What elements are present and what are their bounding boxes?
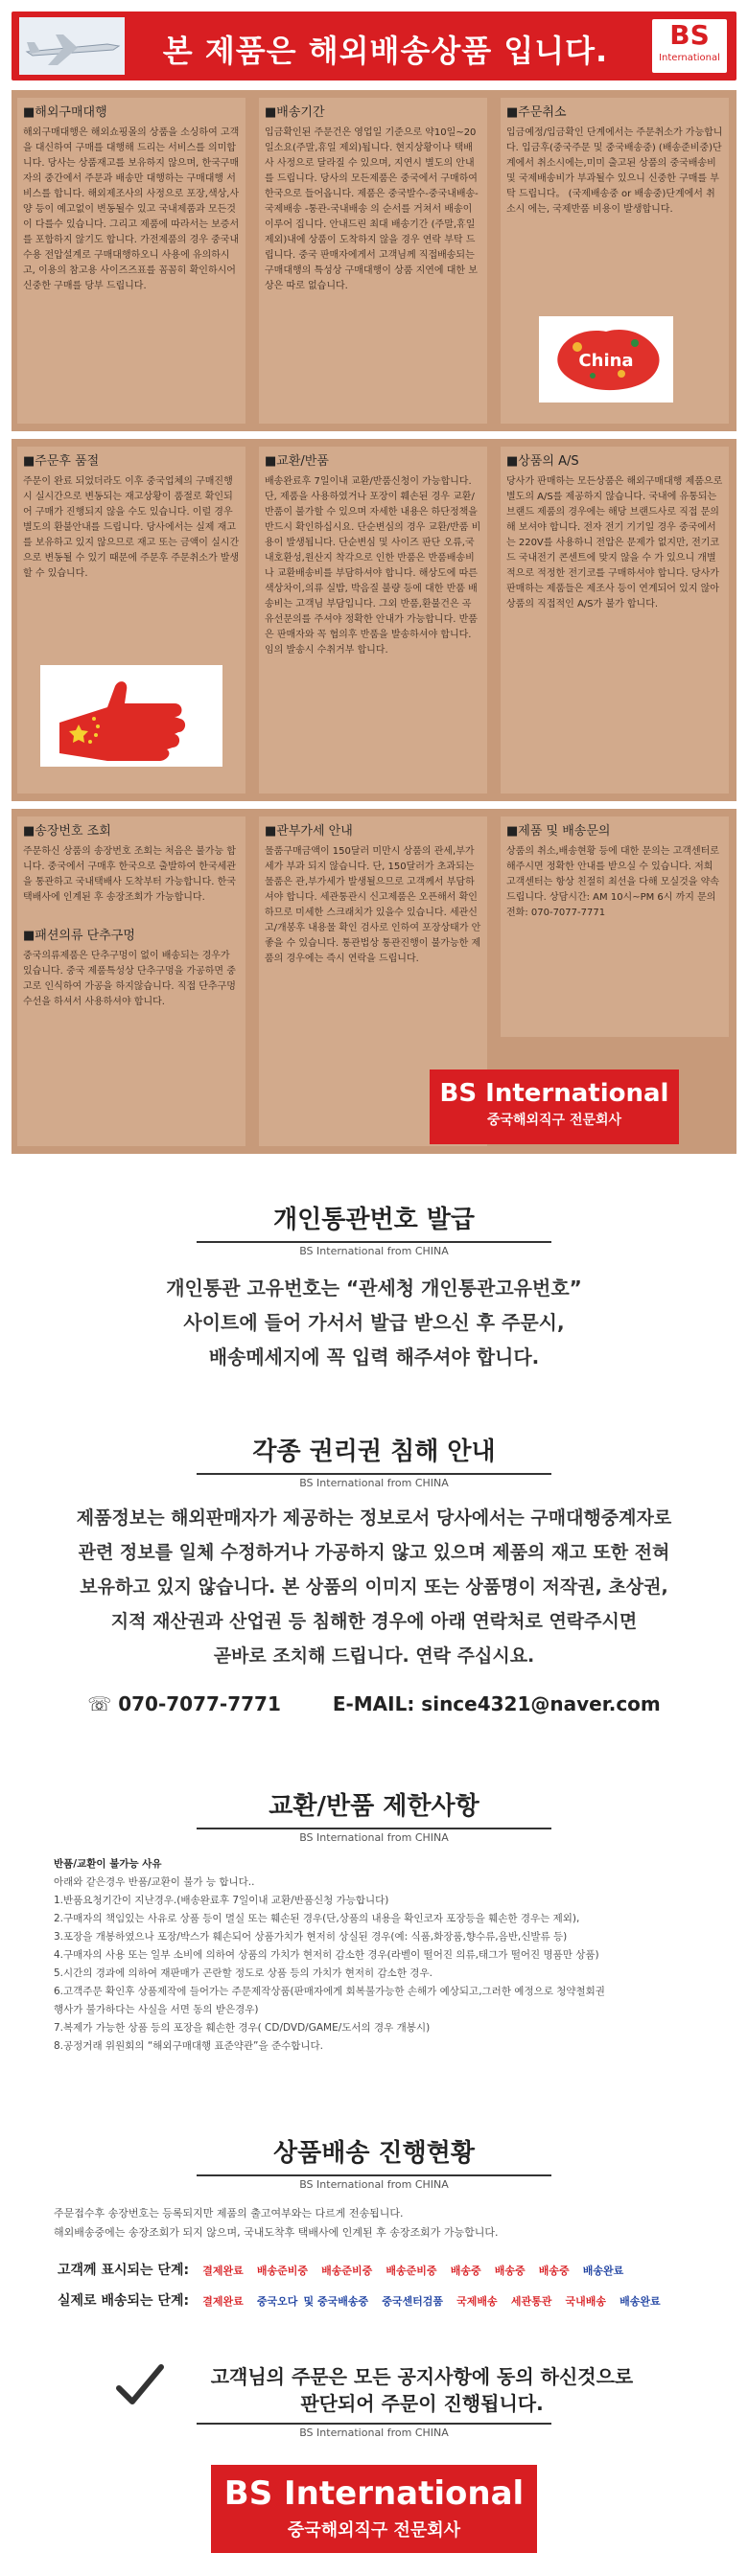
rule-item: 6.고객주문 확인후 상품제작에 들어가는 주문제작상품(판매자에게 회복불가능한 손해가 예상되고,그러한 예정으로 청약철회권 [54,1986,605,1997]
logo-main: BS International [223,2474,525,2513]
top-banner [12,12,736,80]
step: 배송중 [538,2265,570,2277]
overseas-purchase-section [17,98,245,424]
step: 배송완료 [619,2295,661,2308]
step: 및 중국배송중 [303,2295,369,2308]
info-panel-1 [12,90,736,431]
notice-line: 판단되어 주문이 진행됩니다. [300,2392,544,2415]
order-cancel-section [501,98,729,424]
checkmark-icon [111,2358,169,2415]
step: 배송준비중 [321,2265,373,2277]
divider [197,2423,551,2425]
section-subtitle: BS International from CHINA [299,1245,449,1257]
section-heading: ■배송기간 [265,105,325,120]
rule-item: 8.공정거래 위원회의 “해외구매대행 표준약관”을 준수합니다. [54,2040,324,2052]
bs-logo-sub: International [659,53,720,63]
text-line: 사이트에 들어 가서서 발급 받으신 후 주문시, [183,1311,565,1334]
text-line: 관련 정보를 일체 수정하거나 가공하지 않고 있으며 제품의 재고 또한 전혀 [78,1542,670,1563]
info-panel-3 [12,809,736,1154]
section-heading: ■주문후 품절 [23,454,100,469]
rule-item: 7.복제가 가능한 상품 등의 포장을 훼손한 경우( CD/DVD/GAME/도서의 경우 개봉시) [54,2022,431,2034]
contact-line [0,1692,748,1715]
step: 배송준비중 [386,2265,437,2277]
section-title: 교환/반품 제한사항 [269,1792,479,1821]
step: 중국센터검품 [382,2295,444,2308]
text-line: 보유하고 있지 않습니다. 본 상품의 이미지 또는 상품명이 저작권, 초상권, [80,1576,668,1598]
email-text: E-MAIL: since4321@naver.com [332,1692,661,1715]
section-heading: ■제품 및 배송문의 [506,824,611,839]
text-line: 배송메세지에 꼭 입력 해주셔야 합니다. [208,1346,540,1368]
phone-text: ☏ 070-7077-7771 [87,1692,281,1715]
divider [197,2174,551,2176]
china-map-label: China [578,351,634,371]
notice-text [182,2363,662,2417]
actual-steps-row [58,2290,710,2310]
banner-title: 본 제품은 해외배송상품 입니다. [162,33,609,69]
text-line: 제품정보는 해외판매자가 제공하는 정보로서 당사에서는 구매대행중계자로 [76,1507,672,1529]
china-map-image [539,316,673,402]
desc-line: 주문접수후 송장번호는 등록되지만 제품의 출고여부와는 다르게 전송됩니다. [54,2207,404,2220]
step: 배송중 [450,2265,481,2277]
section-body: 입금확인된 주문건은 영업일 기준으로 약10일~20일소요(주말,휴일 제외)됩니다. 현지상황이나 택배사 사정으로 달라질 수 있으며, 지연시 별도의 안내를 드립니다. 당사의 모든제품은 중국에서 구매하여 한국으로 들어옵니다. 제품은 중국발수-중국내배송-국제배송 -통관-국내배송 의 순서를 거쳐서 배송이 이루어 집니다. 안내드린 최대 배송기간 (주말,휴일 제외)내에 상품이 도착하지 않을 경우 연락 부탁 드립니다. 중국 판매자에게서 고객님께 직접배송되는 구매대행의 특성상 구매대행이 상품 지연에 대한 보상은 따로 없습니다. [265,127,479,291]
return-limits-heading [0,1786,748,1844]
soldout-section [17,447,245,794]
product-as-section [501,447,729,794]
customs-id-heading [0,1200,748,1257]
inquiry-section [501,816,729,1037]
rule-item: 2.구매자의 책임있는 사유로 상품 등이 멸실 또는 훼손된 경우(단,상품의 내용을 확인코자 포장등을 훼손한 경우는 제외), [54,1913,580,1924]
delivery-period-section [259,98,487,424]
section-title: 개인통관번호 발급 [273,1206,475,1234]
notice-subtitle-wrap [0,2423,748,2439]
step: 국내배송 [565,2295,606,2308]
bottom-brand-logo [211,2465,537,2553]
customer-steps-row [58,2260,710,2279]
exchange-return-section [259,447,487,794]
section-title: 각종 권리권 침해 안내 [252,1438,496,1466]
section-subtitle: BS International from CHINA [299,1831,449,1844]
bs-logo-main: BS [669,19,710,51]
rules-intro: 아래와 같은경우 반품/교환이 불가 능 합니다.. [54,1876,255,1888]
rights-heading [0,1432,748,1489]
step: 중국오다 [256,2295,298,2308]
rights-text [38,1501,710,1673]
section-heading: ■해외구매대행 [23,105,107,120]
section-heading: ■상품의 A/S [506,454,579,469]
desc-line: 해외배송중에는 송장조회가 되지 않으며, 국내도착후 택배사에 인계된 후 송장조회가 가능합니다. [54,2226,499,2239]
section-body: 물품구매금액이 150달러 미만시 상품의 관세,부가세가 부과 되지 않습니다. 단, 150달러가 초과되는 물품은 관,부가세가 발생될으므로 고객께서 부담하셔야 합니다. 세관통관시 신고제품은 오픈해서 확인하므로 미세한 스크래치가 있을수 있습니다. 세관신고/개봉후 내용물 확인 검사로 인하여 포장상태가 안좋을 수 있습니다. 통관법상 통관진행이 불가능한 제품의 경우에는 즉시 연락을 드립니다. [265,846,481,964]
info-panel-2 [12,439,736,801]
customs-id-text [38,1271,710,1374]
logo-main: BS International [439,1079,669,1108]
rules-lead: 반품/교환이 불가능 사유 [54,1858,162,1870]
divider [197,1828,551,1829]
step: 결제완료 [202,2295,244,2308]
rule-item: 5.시간의 경과에 의하여 재판매가 곤란할 정도로 상품 등의 가치가 현저히 감소한 경우. [54,1967,432,1979]
step: 배송중 [494,2265,526,2277]
logo-sub: 중국해외직구 전문회사 [486,1113,622,1128]
bs-international-logo [430,1070,679,1144]
section-body: 주문하신 상품의 송장번호 조회는 처음은 불가능 합니다. 중국에서 구매후 한국으로 출발하여 한국세관을 통관하고 국내택배사 도착부터 가능합니다. 한국택배사에 인계된 후 송장조회가 가능합니다. [23,846,236,903]
agreement-notice [0,2358,748,2426]
notice-line: 고객님의 주문은 모든 공지사항에 동의 하신것으로 [210,2365,634,2388]
section-body: 당사가 판매하는 모든상품은 해외구매대행 제품으로 별도의 A/S를 제공하지 않습니다. 국내에 유통되는 브랜드 제품의 경우에는 해당 브랜드사로 직접 문의해 보셔야 합니다. 전자 전기 기기일 경우 중국에서는 220V를 사용하니 전압은 문제가 없지만, 전기코드 국내전기 콘센트에 맞지 않을 수 가 있으니 개별적으로 적정한 전기코를 구매하셔야 합니다. 당사가 판매하는 제품들은 제조사 등이 연계되어 있지 않아 상품의 직접적인 A/S가 불가 합니다. [506,476,723,610]
section-heading: ■송장번호 조회 [23,824,111,839]
section-title: 상품배송 진행현황 [273,2139,475,2168]
text-line: 곧바로 조치해 드립니다. 연락 주십시요. [213,1645,535,1667]
section-subtitle: BS International from CHINA [299,1477,449,1489]
section-subtitle: BS International from CHINA [299,2178,449,2191]
airplane-icon [19,17,125,75]
divider [197,1473,551,1475]
section-body: 배송완료후 7일이내 교환/반품신청이 가능합니다. 단, 제품을 사용하였거나 포장이 훼손된 경우 교환/반품이 불가할 수 있으며 자세한 내용은 하단정책을 반드시 확인하십시요. 단순변심의 경우 교환/반품 비용이 발생됩니다. 단순변심 및 사이즈 판단 오류,국내호환성,원산지 착각으로 인한 반품은 반품배송비 나 교환배송비를 부담하셔야 합니다. 해상도에 따른 색상차이,의류 실밥, 박음질 불량 등에 대한 반품 배송비는 고객님 부담입니다. 그외 반품,환불건은 곡 유선문의를 주셔야 정확한 안내가 가능합니다. 반품은 판매자와 꼭 협의후 반품을 발송하셔야 합니다. 임의 발송시 수취거부 합니다. [265,476,481,656]
logo-sub: 중국해외직구 전문회사 [287,2520,461,2541]
step: 배송완료 [582,2265,624,2277]
section-body: 주문이 완료 되었더라도 이후 중국업체의 구매진행시 실시간으로 변동되는 재고상황이 품절로 확인되어 구매가 진행되지 않을 수도 있습니다. 이럴 경우 별도의 환불안내를 드립니다. 당사에서는 실제 재고를 보유하고 있지 않으므로 재고 또는 금액이 실시간으로 변동될 수 있기 때문에 주문후 주문취소가 발생할 수 있습니다. [23,476,240,579]
shipping-status-heading [0,2133,748,2191]
tracking-section [17,816,245,1146]
section-subtitle: BS International from CHINA [299,2426,449,2439]
step: 국제배송 [456,2295,498,2308]
rule-item: 3.포장을 개봉하였으나 포장/박스가 훼손되어 상품가치가 현저히 상실된 경우(예: 식품,화장품,향수류,음반,신발류 등) [54,1931,568,1943]
section-body: 중국의류제품은 단추구멍이 없이 배송되는 경우가 있습니다. 중국 제품특성상 단추구멍을 가공하면 중고로 인식하여 가공을 하지않습니다. 직접 단추구멍 수선을 하셔서 사용하셔야 합니다. [23,951,236,1007]
rule-item: 4.구매자의 사용 또는 일부 소비에 의하여 상품의 가치가 현저히 감소한 경우(라벨이 떨어진 의류,태그가 떨어진 명품만 상품) [54,1949,599,1961]
section-body: 해외구매대행은 해외쇼핑몰의 상품을 소싱하여 고객을 대신하여 구매를 대행해 드리는 서비스를 의미합니다. 당사는 상품재고를 보유하지 않으며, 한국구매자의 중간에서 주문과 배송만 대행하는 구매대행 서비스를 합니다. 해외제조사의 사정으로 포장,색상,사양 등이 예고없이 변동될수 있고 국내제품과 모든것이 다를수 있습니다. 그리고 제품에 따라서는 보증서를 포함하지 않기도 합니다. 가전제품의 경우 중국내수용 전압설계로 구매대행하오니 사용에 유의하시고, 이용의 참고용 사이즈즈표를 꼼꼼히 확인하시어 신중한 구매를 당부 드립니다. [23,127,240,291]
section-heading: ■주문취소 [506,105,567,120]
step: 결제완료 [202,2265,244,2277]
section-heading: ■패션의류 단추구멍 [23,929,135,943]
china-flag-hand-image [40,665,222,767]
text-line: 지적 재산권과 산업권 등 침해한 경우에 아래 연락처로 연락주시면 [110,1611,638,1632]
rule-item: 1.반품요청기간이 지난경우.(배송완료후 7일이내 교환/반품신청 가능합니다) [54,1895,389,1906]
divider [197,1241,551,1243]
section-body: 입금예정/입금확인 단계에서는 주문취소가 가능합니다. 입금후(중국주문 및 중국배송중) (배송준비중)단계에서 취소시에는,미미 출고된 상품의 중국배송비 및 국제배송비가 부과될수 있으니 신중한 구매를 부탁 드립니다。 (국제배송중 or 배송중)단계에서 취소시 에는, 국제반품 비용이 발생합니다. [506,127,723,215]
section-heading: ■교환/반품 [265,454,329,469]
bs-logo [652,19,727,73]
row-label: 실제로 배송되는 단계: [58,2293,190,2309]
section-body: 상품의 취소,배송현황 등에 대한 문의는 고객센터로 해주시면 정확한 안내를 받으실 수 있습니다. 저희 고객센터는 항상 친절히 최선을 다해 모실것을 약속 드립니다. 상담시간: AM 10시~PM 6시 까지 문의전화: 070-7077-7771 [506,846,719,918]
section-heading: ■관부가세 안내 [265,824,353,839]
text-line: 개인통관 고유번호는 “관세청 개인통관고유번호” [166,1276,582,1300]
rule-item: 행사가 불가하다는 사실을 서면 동의 받은경우) [54,2004,259,2015]
return-limits-list [54,1855,687,2056]
step: 세관통관 [510,2295,552,2308]
step: 배송준비중 [256,2265,308,2277]
row-label: 고객께 표시되는 단계: [58,2263,190,2278]
shipping-status-desc [54,2204,706,2242]
